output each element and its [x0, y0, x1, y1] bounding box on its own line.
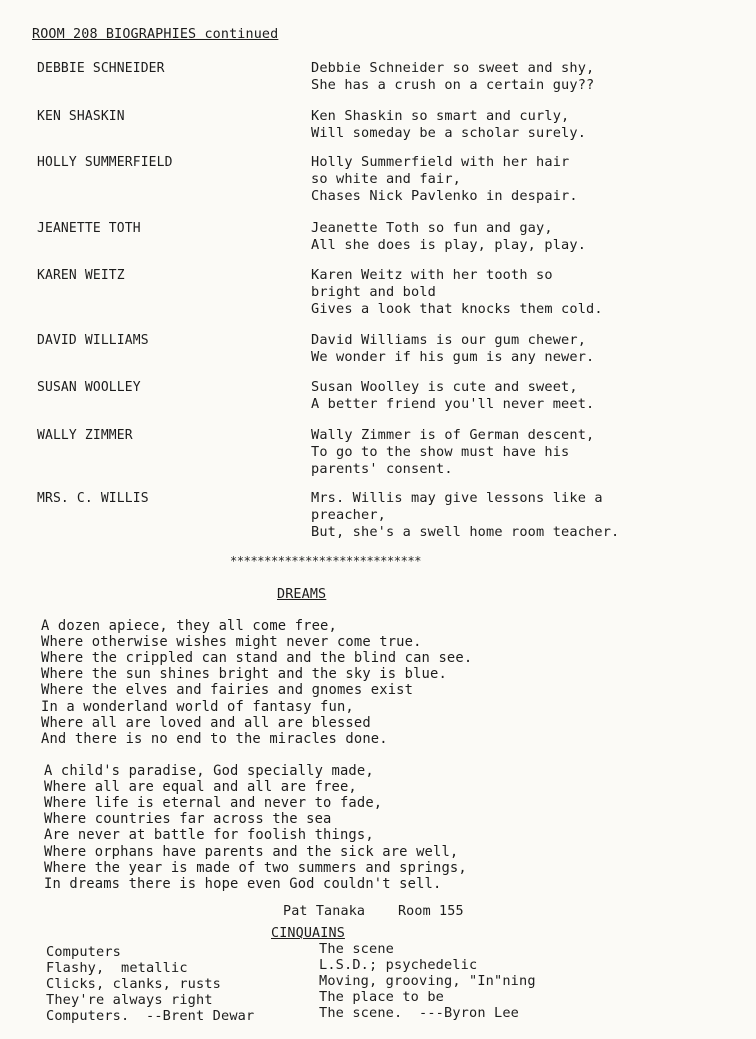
- page-header: ROOM 208 BIOGRAPHIES continued: [32, 27, 279, 42]
- student-name: WALLY ZIMMER: [37, 428, 133, 443]
- bio-verse-line: Jeanette Toth so fun and gay,: [311, 220, 553, 236]
- student-name: MRS. C. WILLIS: [37, 491, 149, 506]
- poem-line: Where the sun shines bright and the sky is blue.: [41, 666, 447, 683]
- student-name: KEN SHASKIN: [37, 109, 125, 124]
- divider: ****************************: [230, 554, 422, 568]
- cinquain-line: Moving, grooving, "In"ning: [319, 973, 536, 989]
- poem-line: A dozen apiece, they all come free,: [41, 618, 337, 634]
- bio-verse-line: Wally Zimmer is of German descent,: [311, 427, 595, 443]
- cinquain-line: L.S.D.; psychedelic: [319, 957, 478, 973]
- bio-verse-line: bright and bold: [311, 284, 437, 300]
- bio-verse-line: Susan Woolley is cute and sweet,: [311, 379, 578, 395]
- bio-verse-line: Ken Shaskin so smart and curly,: [311, 108, 570, 124]
- student-name: HOLLY SUMMERFIELD: [37, 155, 173, 170]
- bio-verse-line: Karen Weitz with her tooth so: [311, 267, 553, 283]
- poem-line: Where the crippled can stand and the blind can see.: [41, 650, 473, 667]
- poem-line: In a wonderland world of fantasy fun,: [41, 698, 354, 715]
- cinquains-title: CINQUAINS: [271, 926, 345, 941]
- bio-verse-line: We wonder if his gum is any newer.: [311, 349, 595, 365]
- bio-verse-line: Gives a look that knocks them cold.: [311, 301, 603, 317]
- poem-line: In dreams there is hope even God couldn't sell.: [44, 875, 442, 892]
- cinquain-line: Computers: [46, 944, 122, 960]
- bio-verse-line: To go to the show must have his: [311, 444, 570, 460]
- bio-verse-line: David Williams is our gum chewer,: [311, 332, 587, 348]
- poem-line: Where countries far across the sea: [44, 811, 332, 828]
- bio-verse-line: A better friend you'll never meet.: [311, 396, 595, 412]
- bio-verse-line: Will someday be a scholar surely.: [311, 125, 587, 141]
- bio-verse-line: preacher,: [311, 507, 387, 523]
- student-name: KAREN WEITZ: [37, 268, 125, 283]
- poem-line: Where life is eternal and never to fade,: [44, 795, 383, 812]
- dreams-title: DREAMS: [277, 587, 327, 602]
- poem-line: Where the year is made of two summers and springs,: [44, 859, 467, 876]
- cinquain-line: Computers. --Brent Dewar: [46, 1008, 255, 1024]
- bio-verse-line: But, she's a swell home room teacher.: [311, 524, 620, 540]
- student-name: JEANETTE TOTH: [37, 221, 141, 236]
- bio-verse-line: parents' consent.: [311, 461, 453, 477]
- cinquain-line: They're always right: [46, 992, 213, 1008]
- cinquain-line: Clicks, clanks, rusts: [46, 976, 222, 992]
- poem-line: Where all are loved and all are blessed: [41, 714, 371, 731]
- poem-line: Where the elves and fairies and gnomes exist: [41, 682, 414, 699]
- cinquain-line: The scene: [319, 941, 395, 957]
- poem-line: Where orphans have parents and the sick are well,: [44, 843, 459, 860]
- bio-verse-line: All she does is play, play, play.: [311, 237, 587, 253]
- poem-line: A child's paradise, God specially made,: [44, 763, 374, 779]
- cinquain-line: Flashy, metallic: [46, 960, 188, 976]
- poem-line: And there is no end to the miracles done.: [41, 730, 388, 747]
- student-name: DAVID WILLIAMS: [37, 333, 149, 348]
- bio-verse-line: so white and fair,: [311, 171, 462, 187]
- bio-verse-line: Debbie Schneider so sweet and shy,: [311, 60, 595, 76]
- poem-line: Where all are equal and all are free,: [44, 779, 357, 796]
- bio-verse-line: Chases Nick Pavlenko in despair.: [311, 188, 578, 204]
- bio-verse-line: She has a crush on a certain guy??: [311, 77, 595, 93]
- dreams-credit: Pat Tanaka Room 155: [283, 904, 464, 919]
- poem-line: Where otherwise wishes might never come true.: [41, 634, 422, 651]
- bio-verse-line: Mrs. Willis may give lessons like a: [311, 490, 603, 506]
- cinquain-line: The place to be: [319, 989, 445, 1005]
- student-name: DEBBIE SCHNEIDER: [37, 61, 165, 76]
- student-name: SUSAN WOOLLEY: [37, 380, 141, 395]
- cinquain-line: The scene. ---Byron Lee: [319, 1005, 520, 1021]
- poem-line: Are never at battle for foolish things,: [44, 827, 374, 844]
- bio-verse-line: Holly Summerfield with her hair: [311, 154, 570, 170]
